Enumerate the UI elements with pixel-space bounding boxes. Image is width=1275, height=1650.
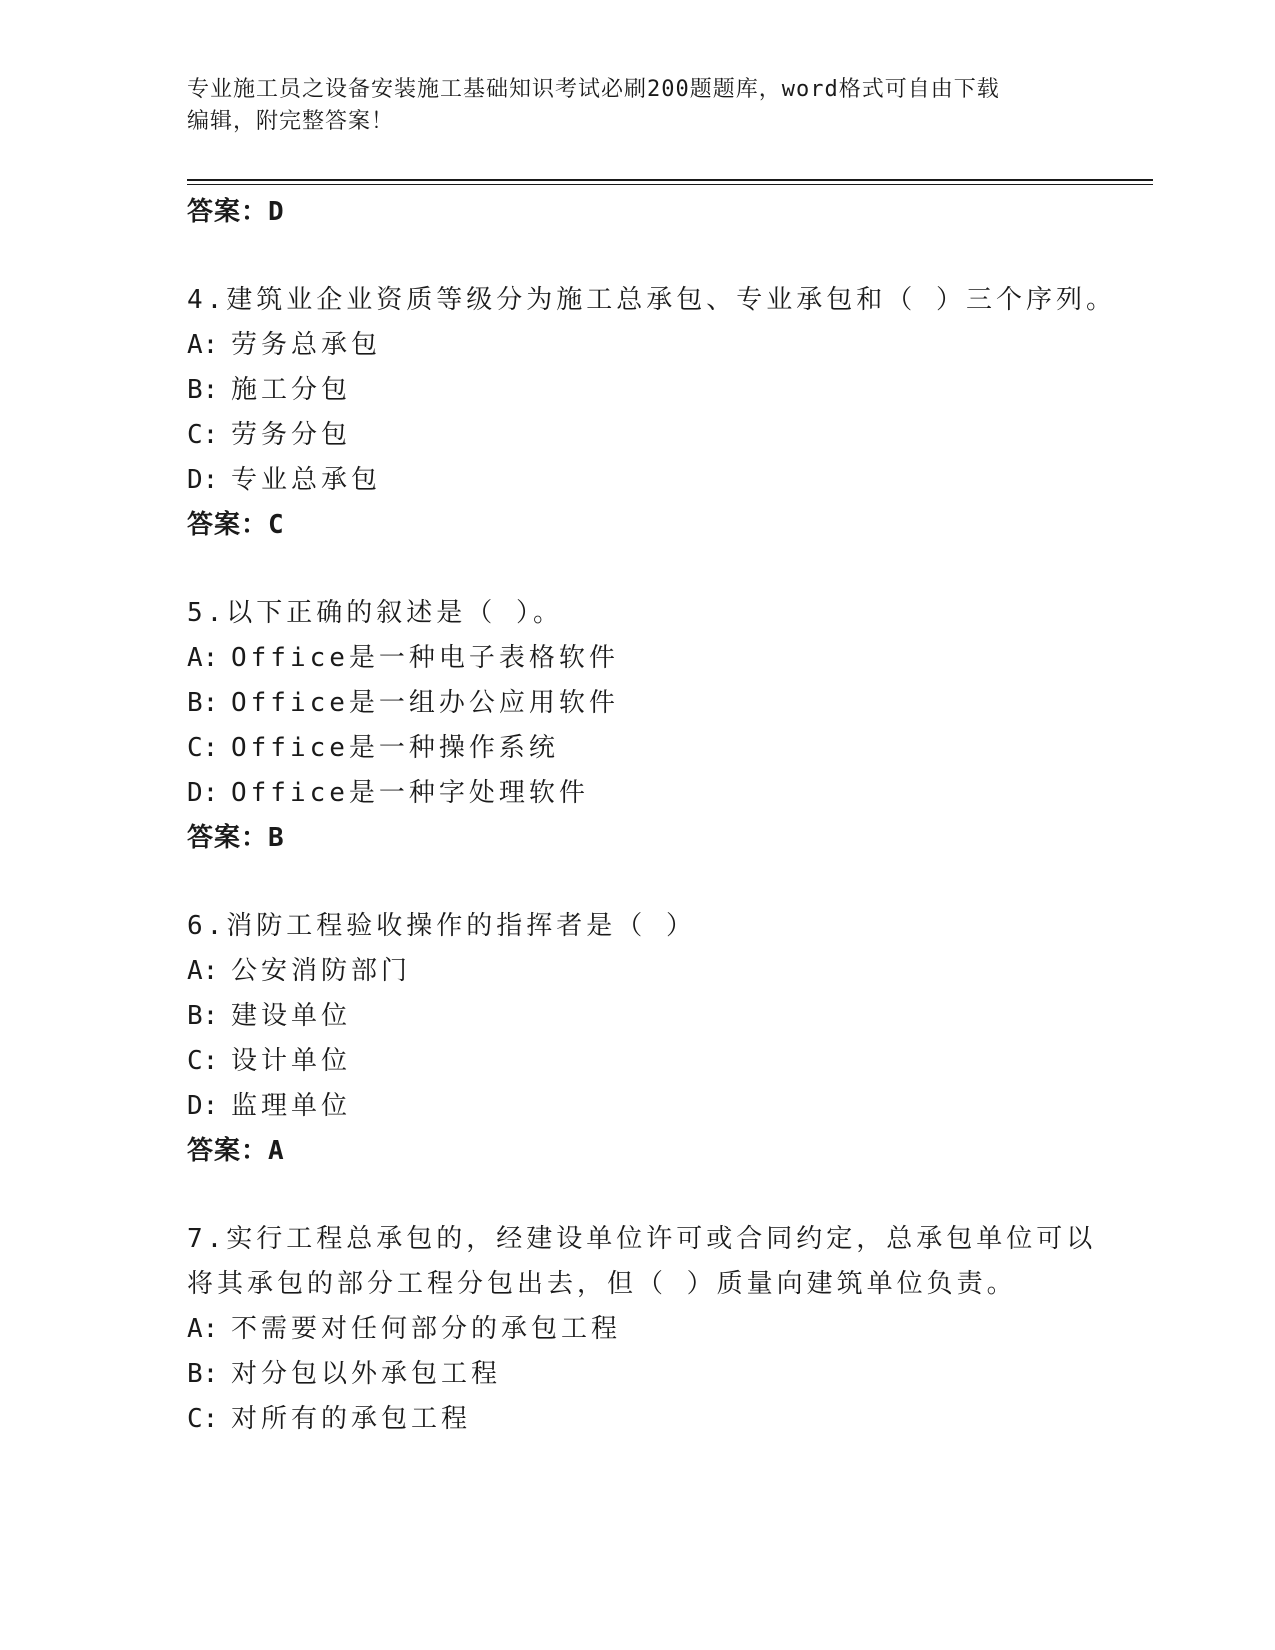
option-c — [187, 1397, 1087, 1442]
option-b — [187, 1352, 1087, 1397]
answer-value: B — [268, 823, 285, 853]
option-text: 公安消防部门 — [231, 956, 412, 986]
question-list — [187, 190, 1116, 1442]
option-c — [187, 726, 1087, 771]
header-rule-thin — [187, 184, 1153, 185]
option-c — [187, 413, 1087, 458]
option-letter: A: — [187, 643, 219, 673]
question-block — [187, 278, 1116, 547]
option-a — [187, 323, 1087, 368]
option-text: 对分包以外承包工程 — [231, 1359, 502, 1389]
option-b — [187, 994, 1087, 1039]
answer-label: 答案： — [187, 1136, 269, 1166]
question-text: 6.消防工程验收操作的指挥者是（ ） — [187, 911, 696, 941]
answer-line — [187, 1129, 1087, 1173]
answer-value: C — [268, 510, 285, 540]
option-text: Office是一种电子表格软件 — [231, 643, 619, 673]
option-text: 建设单位 — [231, 1001, 352, 1031]
option-c — [187, 1039, 1087, 1084]
answer-value: D — [268, 197, 285, 227]
option-text: Office是一种操作系统 — [231, 733, 559, 763]
document-header — [187, 74, 1067, 138]
option-letter: C: — [187, 1404, 219, 1434]
option-letter: A: — [187, 956, 219, 986]
question-text-line-2: 将其承包的部分工程分包出去，但（ ）质量向建筑单位负责。 — [187, 1269, 1017, 1299]
option-b — [187, 368, 1087, 413]
option-text: Office是一种字处理软件 — [231, 778, 589, 808]
question-text-line-1: 7.实行工程总承包的，经建设单位许可或合同约定，总承包单位可以 — [187, 1224, 1097, 1254]
option-a — [187, 949, 1087, 994]
option-letter: C: — [187, 420, 219, 450]
answer-line — [187, 190, 1087, 234]
question-block — [187, 591, 1087, 860]
answer-value: A — [268, 1136, 285, 1166]
header-line-1: 专业施工员之设备安装施工基础知识考试必刷200题题库，word格式可自由下载 — [187, 77, 1000, 102]
option-a — [187, 1307, 1087, 1352]
option-letter: B: — [187, 688, 219, 718]
header-line-2: 编辑，附完整答案！ — [187, 109, 395, 134]
option-letter: C: — [187, 1046, 219, 1076]
answer-label: 答案： — [187, 823, 269, 853]
question-block — [187, 1217, 1097, 1442]
option-letter: B: — [187, 1359, 219, 1389]
option-letter: B: — [187, 1001, 219, 1031]
option-text: Office是一组办公应用软件 — [231, 688, 619, 718]
answer-line — [187, 503, 1087, 547]
option-d — [187, 458, 1087, 503]
answer-line — [187, 816, 1087, 860]
option-letter: D: — [187, 1091, 219, 1121]
question-block — [187, 904, 1087, 1173]
option-letter: D: — [187, 778, 219, 808]
option-a — [187, 636, 1087, 681]
option-text: 劳务分包 — [231, 420, 352, 450]
option-text: 对所有的承包工程 — [231, 1404, 472, 1434]
question-text: 5.以下正确的叙述是（ ）。 — [187, 598, 563, 628]
option-d — [187, 771, 1087, 816]
option-letter: C: — [187, 733, 219, 763]
question-text: 4.建筑业企业资质等级分为施工总承包、专业承包和（ ）三个序列。 — [187, 285, 1116, 315]
option-b — [187, 681, 1087, 726]
option-text: 专业总承包 — [231, 465, 382, 495]
option-letter: A: — [187, 330, 219, 360]
header-rule-thick — [187, 179, 1153, 181]
option-text: 劳务总承包 — [231, 330, 382, 360]
option-d — [187, 1084, 1087, 1129]
answer-label: 答案： — [187, 510, 269, 540]
option-text: 不需要对任何部分的承包工程 — [231, 1314, 622, 1344]
option-letter: D: — [187, 465, 219, 495]
option-text: 施工分包 — [231, 375, 352, 405]
option-text: 监理单位 — [231, 1091, 352, 1121]
answer-label: 答案： — [187, 197, 269, 227]
option-text: 设计单位 — [231, 1046, 352, 1076]
option-letter: B: — [187, 375, 219, 405]
option-letter: A: — [187, 1314, 219, 1344]
